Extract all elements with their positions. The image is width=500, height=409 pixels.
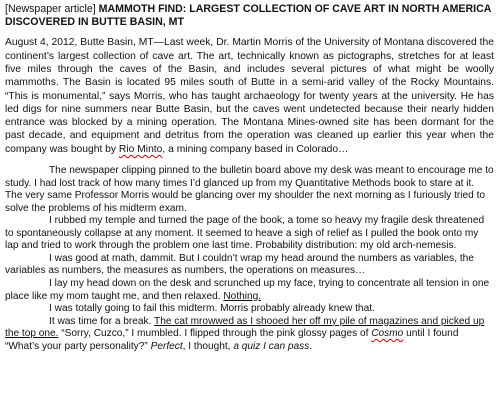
story-body [5,165,494,353]
story-paragraph-6 [5,316,494,354]
story-p6-text-c: “Sorry, Cuzco,” I mumbled. I flipped through the pink glossy pages of [58,328,372,340]
article-heading [5,3,494,29]
article-text-b: , a mining company based in Colorado… [162,143,349,155]
story-p6-perfect: Perfect [150,340,183,352]
story-paragraph-3: I was good at math, dammit. But I couldn’t wrap my head around the numbers as variables, the variables as numbers, the measures as numbers, the operations on measures… [5,252,474,277]
story-paragraph-4 [5,278,494,303]
story-paragraph-5: I was totally going to fail this midterm. Morris probably already knew that. [49,303,375,315]
article-headline: MAMMOTH FIND: LARGEST COLLECTION OF CAVE ART IN NORTH AMERICA DISCOVERED IN BUTTE BASIN, MT [5,3,491,29]
story-p6-text-i: . [309,340,313,352]
article-tag: [Newspaper article] [5,3,96,15]
article-body [5,36,494,156]
story-p4-nothing: Nothing. [223,290,262,302]
article-company-name: Rio Minto [118,143,163,155]
article-text-a: August 4, 2012, Butte Basin, MT—Last week, Dr. Martin Morris of the University of Montana discovered the continent’s largest collection of cave art. The art, technically known as pictographs, stretches for at least five miles through the caves of the Basin, and includes several pictures of what might be woolly mammoths. The Basin is located 95 miles south of Butte in a semi-arid valley of the Rocky Mountains. “This is monumental,” says Morris, who has taught archaeology for twenty years at the university. He has led digs for nine summers near Butte Basin, but the caves went undetected because their nearly hidden entrance was blocked by a mining operation. The Montana Mines-owned site has been dormant for the past decade, and equipment and detritus from the operation was cleaned up earlier this year when the company was bought by [5,37,494,155]
story-paragraph-2: I rubbed my temple and turned the page of the book, a tome so heavy my fragile desk threatened to spontaneously collapse at any moment. It seemed to heave a sigh of relief as I pulled the book onto my lap and tried to work through the problem one last time. Probability distribution: my old arch-nemesis. [5,215,485,252]
story-paragraph-1: The newspaper clipping pinned to the bulletin board above my desk was meant to encourage me to study. I had lost track of how many times I’d glanced up from my Quantitative Methods book to stare at it. The very same Professor Morris would be glancing over my shoulder the next morning as I furiously tried to solve the problems of his midterm exam. [5,165,494,214]
story-p6-text-g: , I thought, [182,340,234,352]
story-p6-underlined: The cat mrowwed as I shooed her off my pile of magazines and picked up the top one. [5,315,485,340]
story-p4-text: I lay my head down on the desk and scrunched up my face, trying to concentrate all tension in one place like my mom taught me, and then relaxed. [5,278,490,302]
story-p6-text-a: It was time for a break. [49,315,155,327]
article-paragraph [5,36,494,156]
story-p6-text-e: until I found “What’s your party personality?” [5,328,459,352]
story-p6-quiz: a quiz I can pass [233,340,310,352]
story-p6-magazine: Cosmo [371,328,404,340]
